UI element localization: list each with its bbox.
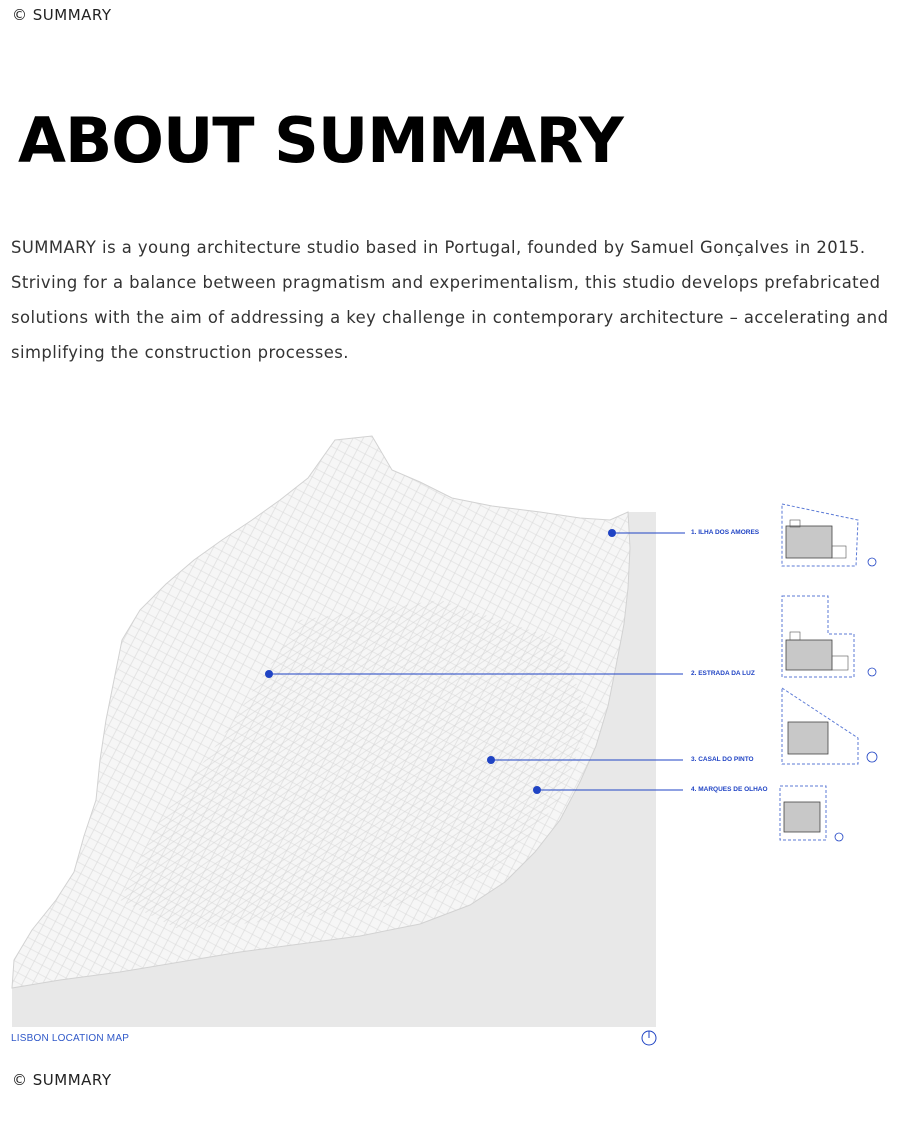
site-plan-1 [782,504,876,566]
site-plan-4 [780,786,843,841]
top-credit: © SUMMARY [12,6,112,24]
location-label-4: 4. MARQUES DE OLHAO [691,786,768,793]
location-label-1: 1. ILHA DOS AMORES [691,529,760,536]
site-plan-3 [782,688,877,764]
map-caption: LISBON LOCATION MAP [11,1033,130,1044]
north-icon-4 [835,833,843,841]
page-title: ABOUT SUMMARY [18,104,623,177]
north-icon-3 [867,752,877,762]
north-icon-1 [868,558,876,566]
lisbon-location-map [0,400,900,1040]
location-label-2: 2. ESTRADA DA LUZ [691,670,755,677]
site-plan-2 [782,596,876,677]
bottom-credit: © SUMMARY [12,1071,112,1089]
north-icon-2 [868,668,876,676]
north-arrow-icon [640,1029,658,1047]
studio-description: SUMMARY is a young architecture studio based in Portugal, founded by Samuel Gonçalves in 2015. Striving for a balance between pragmatism and experimentalism, this studio develops prefabricated solutions with the aim of addressing a key challenge in contemporary architecture – accelerating and simplifying the construction processes. [11,238,889,362]
location-label-3: 3. CASAL DO PINTO [691,756,754,763]
